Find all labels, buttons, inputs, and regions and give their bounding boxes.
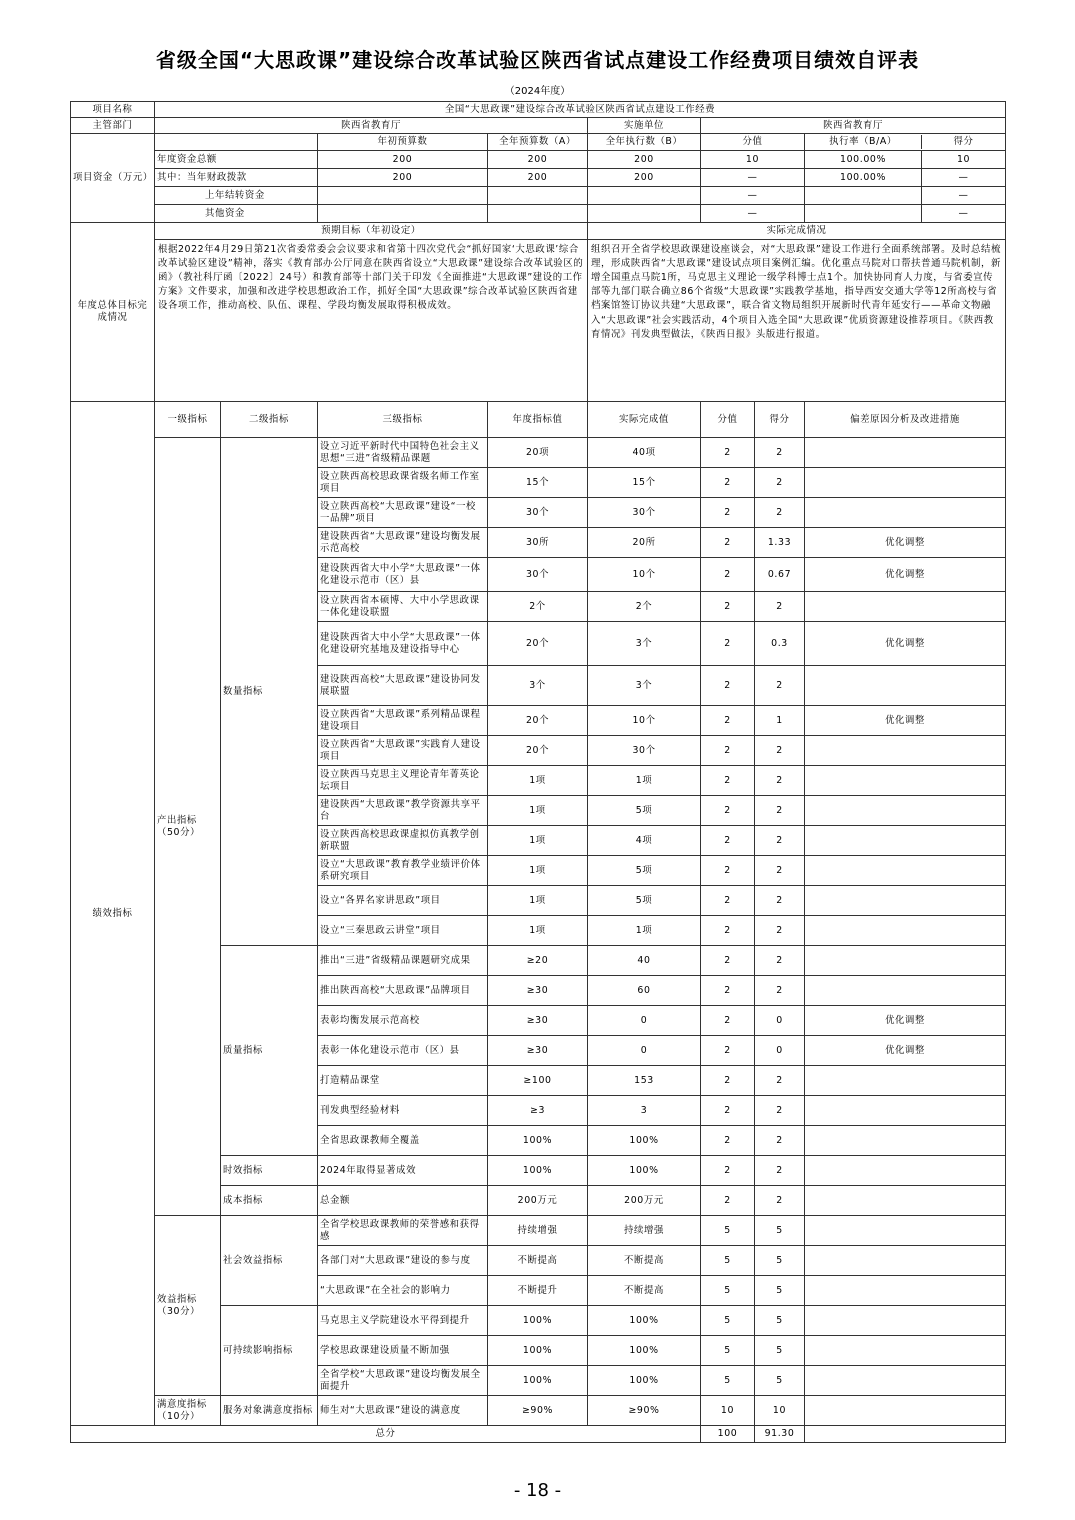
perf-note <box>805 1366 1006 1396</box>
perf-got: 2 <box>755 826 805 856</box>
perf-note: 优化调整 <box>805 706 1006 736</box>
funds-label: 项目资金（万元） <box>71 134 155 223</box>
perf-got: 2 <box>755 666 805 706</box>
perf-score: 2 <box>701 468 755 498</box>
funds-value: 10 <box>701 151 805 169</box>
funds-value <box>488 187 588 205</box>
funds-value: 200 <box>588 169 701 187</box>
funds-value <box>488 205 588 223</box>
perf-score: 2 <box>701 886 755 916</box>
perf-actual: 100% <box>588 1336 701 1366</box>
funds-value: 200 <box>488 151 588 169</box>
funds-value: 200 <box>318 169 488 187</box>
perf-level3: 设立陕西高校“大思政课”建设“一校一品牌”项目 <box>318 498 488 528</box>
funds-value <box>805 187 922 204</box>
perf-got: 0.67 <box>755 558 805 592</box>
perf-level3: 设立陕西省“大思政课”系列精品课程建设项目 <box>318 706 488 736</box>
table-row <box>71 151 1006 169</box>
perf-note <box>805 1096 1006 1126</box>
perf-note: 优化调整 <box>805 622 1006 666</box>
table-row <box>71 240 1006 402</box>
perf-score: 5 <box>701 1276 755 1306</box>
perf-actual: 不断提高 <box>588 1246 701 1276</box>
perf-note <box>805 438 1006 468</box>
perf-score: 2 <box>701 916 755 946</box>
perf-level3: 设立“三秦思政云讲堂”项目 <box>318 916 488 946</box>
perf-note: 优化调整 <box>805 1006 1006 1036</box>
funds-value: — <box>701 169 805 187</box>
perf-level3: 学校思政课建设质量不断加强 <box>318 1336 488 1366</box>
perf-actual: 100% <box>588 1126 701 1156</box>
perf-target: 20个 <box>488 622 588 666</box>
perf-level3: 建设陕西省大中小学“大思政课”一体化建设研究基地及建设指导中心 <box>318 622 488 666</box>
perf-got: 2 <box>755 916 805 946</box>
perf-note <box>805 736 1006 766</box>
perf-note <box>805 1126 1006 1156</box>
perf-score: 2 <box>701 946 755 976</box>
perf-target: 30个 <box>488 498 588 528</box>
funds-value: 200 <box>588 151 701 169</box>
perf-note <box>805 1336 1006 1366</box>
funds-header-blank <box>155 134 318 151</box>
perf-got: 0 <box>755 1006 805 1036</box>
perf-note <box>805 766 1006 796</box>
perf-actual: 40项 <box>588 438 701 468</box>
perf-target: 1项 <box>488 826 588 856</box>
perf-note <box>805 666 1006 706</box>
table-row <box>71 1396 1006 1426</box>
perf-target: 30所 <box>488 528 588 558</box>
perf-got: 1.33 <box>755 528 805 558</box>
document-year: （2024年度） <box>504 86 571 97</box>
perf-level2: 可持续影响指标 <box>221 1306 318 1396</box>
perf-got: 1 <box>755 706 805 736</box>
perf-target: 1项 <box>488 886 588 916</box>
perf-level3: 师生对“大思政课”建设的满意度 <box>318 1396 488 1426</box>
perf-actual: 5项 <box>588 796 701 826</box>
perf-level3: 全省学校思政课教师的荣誉感和获得感 <box>318 1216 488 1246</box>
perf-got: 5 <box>755 1276 805 1306</box>
perf-header: 得分 <box>755 402 805 438</box>
perf-actual: 不断提高 <box>588 1276 701 1306</box>
perf-target: ≥90% <box>488 1396 588 1426</box>
document-title: 省级全国“大思政课”建设综合改革试验区陕西省试点建设工作经费项目绩效自评表 <box>155 48 920 72</box>
evaluation-table <box>70 101 1006 1443</box>
perf-got: 2 <box>755 1126 805 1156</box>
perf-note <box>805 976 1006 1006</box>
perf-target: 100% <box>488 1336 588 1366</box>
funds-value: 10 <box>956 153 971 165</box>
perf-target: 15个 <box>488 468 588 498</box>
funds-value: — <box>701 187 805 205</box>
perf-got: 5 <box>755 1246 805 1276</box>
perf-target: 100% <box>488 1306 588 1336</box>
perf-got: 2 <box>755 498 805 528</box>
funds-value: 100.00% <box>805 151 922 168</box>
perf-header: 偏差原因分析及改进措施 <box>805 402 1006 438</box>
perf-actual: 100% <box>588 1306 701 1336</box>
perf-actual: 153 <box>588 1066 701 1096</box>
perf-note: 优化调整 <box>805 528 1006 558</box>
perf-level3: 建设陕西省大中小学“大思政课”一体化建设示范市（区）县 <box>318 558 488 592</box>
perf-target: ≥30 <box>488 1036 588 1066</box>
perf-target: 20个 <box>488 736 588 766</box>
perf-score: 2 <box>701 666 755 706</box>
funds-value: — <box>958 189 969 201</box>
perf-actual: 100% <box>588 1156 701 1186</box>
table-row <box>71 205 1006 223</box>
perf-level3: 设立“各界名家讲思政”项目 <box>318 886 488 916</box>
perf-score: 2 <box>701 1156 755 1186</box>
perf-actual: 15个 <box>588 468 701 498</box>
perf-level3: 设立“大思政课”教育教学业绩评价体系研究项目 <box>318 856 488 886</box>
perf-actual: 3个 <box>588 666 701 706</box>
perf-got: 2 <box>755 468 805 498</box>
perf-level3: 设立陕西省本硕博、大中小学思政课一体化建设联盟 <box>318 592 488 622</box>
funds-item-name: 其中：当年财政拨款 <box>155 169 318 187</box>
perf-actual: 10个 <box>588 706 701 736</box>
perf-actual: 5项 <box>588 886 701 916</box>
perf-level1: 产出指标（50分） <box>155 438 221 1216</box>
perf-score: 5 <box>701 1366 755 1396</box>
total-score: 100 <box>701 1426 755 1443</box>
perf-level3: 设立陕西高校思政课省级名师工作室项目 <box>318 468 488 498</box>
goals-actual-header: 实际完成情况 <box>588 223 1006 240</box>
perf-level2: 质量指标 <box>221 946 318 1156</box>
perf-got: 5 <box>755 1216 805 1246</box>
table-row <box>71 1426 1006 1443</box>
perf-level3: 打造精品课堂 <box>318 1066 488 1096</box>
funds-header: 年初预算数 <box>318 134 488 151</box>
funds-item-name: 其他资金 <box>155 205 318 223</box>
impl-label: 实施单位 <box>588 118 701 134</box>
goals-expected-text: 根据2022年4月29日第21次省委常委会会议要求和省第十四次党代会“抓好国家‘大思政课’综合改革试验区建设”精神，落实《教育部办公厅同意在陕西省设立“大思政课”建设综合改革试验区的函》（教社科厅函〔2022〕24号）和教育部等十部门关于印发《全面推进“大思政课”建设的工作方案》文件要求，加强和改进学校思想政治工作，抓好全国“大思政课”综合改革试验区陕西省建设各项工作，推动高校、队伍、课程、学段均衡发展取得积极成效。 <box>155 240 588 402</box>
perf-level3: 2024年取得显著成效 <box>318 1156 488 1186</box>
perf-note: 优化调整 <box>805 558 1006 592</box>
page-number: - 18 - <box>513 1480 562 1501</box>
perf-target: 1项 <box>488 766 588 796</box>
perf-score: 2 <box>701 1186 755 1216</box>
perf-level1: 满意度指标（10分） <box>155 1396 221 1426</box>
perf-header: 年度指标值 <box>488 402 588 438</box>
perf-got: 2 <box>755 438 805 468</box>
funds-value: — <box>958 171 969 183</box>
table-row <box>71 169 1006 187</box>
perf-actual: 1项 <box>588 766 701 796</box>
perf-note <box>805 1156 1006 1186</box>
perf-note <box>805 592 1006 622</box>
perf-got: 2 <box>755 592 805 622</box>
perf-level3: 建设陕西“大思政课”教学资源共享平台 <box>318 796 488 826</box>
perf-level3: “大思政课”在全社会的影响力 <box>318 1276 488 1306</box>
perf-target: 20个 <box>488 706 588 736</box>
perf-actual: 1项 <box>588 916 701 946</box>
perf-note <box>805 1066 1006 1096</box>
perf-got: 2 <box>755 736 805 766</box>
perf-target: 持续增强 <box>488 1216 588 1246</box>
perf-actual: 2个 <box>588 592 701 622</box>
perf-note <box>805 946 1006 976</box>
perf-got: 2 <box>755 886 805 916</box>
perf-score: 5 <box>701 1216 755 1246</box>
perf-level3: 推出陕西高校“大思政课”品牌项目 <box>318 976 488 1006</box>
perf-got: 2 <box>755 856 805 886</box>
perf-header: 三级指标 <box>318 402 488 438</box>
perf-score: 2 <box>701 528 755 558</box>
funds-value <box>588 187 701 205</box>
funds-item-name: 上年结转资金 <box>155 187 318 205</box>
funds-value: 200 <box>318 151 488 169</box>
perf-level3: 马克思主义学院建设水平得到提升 <box>318 1306 488 1336</box>
perf-score: 2 <box>701 856 755 886</box>
funds-header: 全年预算数（A） <box>488 134 588 151</box>
perf-header: 分值 <box>701 402 755 438</box>
perf-level3: 设立陕西马克思主义理论青年菁英论坛项目 <box>318 766 488 796</box>
funds-header: 全年执行数（B） <box>588 134 701 151</box>
perf-got: 2 <box>755 1066 805 1096</box>
perf-score: 2 <box>701 826 755 856</box>
perf-got: 0 <box>755 1036 805 1066</box>
funds-value <box>805 151 1006 169</box>
perf-level3: 推出“三进”省级精品课题研究成果 <box>318 946 488 976</box>
perf-score: 2 <box>701 498 755 528</box>
goals-actual-text: 组织召开全省学校思政课建设座谈会，对“大思政课”建设工作进行全面系统部署。及时总结梳理，形成陕西省“大思政课”建设试点项目案例汇编。优化重点马院对口帮扶普通马院机制，新增全国重点马院1所，马克思主义理论一级学科博士点1个。加快协同育人力度，与省委宣传部等九部门联合确立86个省级“大思政课”实践教学基地，指导西安交通大学等12所高校与省档案馆签订协议共建“大思政课”，联合省文物局组织开展新时代青年延安行——革命文物融入“大思政课”社会实践活动，4个项目入选全国“大思政课”优质资源建设推荐项目。《陕西教育情况》刊发典型做法，《陕西日报》头版进行报道。 <box>588 240 1006 402</box>
perf-got: 2 <box>755 1096 805 1126</box>
perf-target: ≥3 <box>488 1096 588 1126</box>
perf-header: 实际完成值 <box>588 402 701 438</box>
funds-item-name: 年度资金总额 <box>155 151 318 169</box>
perf-level3: 表彰均衡发展示范高校 <box>318 1006 488 1036</box>
perf-note <box>805 498 1006 528</box>
perf-target: ≥30 <box>488 1006 588 1036</box>
perf-header: 一级指标 <box>155 402 221 438</box>
perf-score: 2 <box>701 622 755 666</box>
perf-note <box>805 1216 1006 1246</box>
total-label: 总分 <box>71 1426 701 1443</box>
perf-actual: 5项 <box>588 856 701 886</box>
funds-header: 得分 <box>953 136 974 148</box>
perf-actual: 30个 <box>588 498 701 528</box>
perf-score: 5 <box>701 1306 755 1336</box>
perf-score: 2 <box>701 1126 755 1156</box>
perf-got: 5 <box>755 1306 805 1336</box>
perf-target: 1项 <box>488 856 588 886</box>
perf-level3: 全省思政课教师全覆盖 <box>318 1126 488 1156</box>
perf-level2: 服务对象满意度指标 <box>221 1396 318 1426</box>
perf-level3: 设立陕西省“大思政课”实践育人建设项目 <box>318 736 488 766</box>
project-name-value: 全国“大思政课”建设综合改革试验区陕西省试点建设工作经费 <box>155 102 1006 118</box>
perf-actual: 4项 <box>588 826 701 856</box>
perf-score: 2 <box>701 1006 755 1036</box>
table-row <box>71 223 1006 240</box>
dept-label: 主管部门 <box>71 118 155 134</box>
perf-target: 3个 <box>488 666 588 706</box>
perf-score: 2 <box>701 796 755 826</box>
funds-value: 200 <box>488 169 588 187</box>
perf-actual: 10个 <box>588 558 701 592</box>
perf-actual: 持续增强 <box>588 1216 701 1246</box>
perf-target: 100% <box>488 1366 588 1396</box>
perf-actual: 200万元 <box>588 1186 701 1216</box>
perf-level3: 表彰一体化建设示范市（区）县 <box>318 1036 488 1066</box>
perf-level3: 总金额 <box>318 1186 488 1216</box>
table-row <box>71 438 1006 468</box>
perf-actual: ≥90% <box>588 1396 701 1426</box>
funds-value <box>318 187 488 205</box>
funds-value <box>805 187 1006 205</box>
perf-score: 5 <box>701 1336 755 1366</box>
perf-actual: 3 <box>588 1096 701 1126</box>
funds-value <box>588 205 701 223</box>
perf-target: 2个 <box>488 592 588 622</box>
perf-level2: 社会效益指标 <box>221 1216 318 1306</box>
perf-actual: 0 <box>588 1006 701 1036</box>
perf-actual: 0 <box>588 1036 701 1066</box>
perf-score: 10 <box>701 1396 755 1426</box>
project-name-label: 项目名称 <box>71 102 155 118</box>
goals-expected-header: 预期目标（年初设定） <box>155 223 588 240</box>
dept-value: 陕西省教育厅 <box>155 118 588 134</box>
perf-got: 5 <box>755 1336 805 1366</box>
funds-value <box>805 169 1006 187</box>
perf-actual: 20所 <box>588 528 701 558</box>
perf-score: 2 <box>701 976 755 1006</box>
perf-note <box>805 1246 1006 1276</box>
perf-score: 2 <box>701 438 755 468</box>
perf-got: 2 <box>755 946 805 976</box>
perf-actual: 60 <box>588 976 701 1006</box>
perf-actual: 30个 <box>588 736 701 766</box>
perf-target: 100% <box>488 1156 588 1186</box>
perf-target: ≥20 <box>488 946 588 976</box>
perf-got: 2 <box>755 1186 805 1216</box>
perf-level2: 数量指标 <box>221 438 318 946</box>
goals-label: 年度总体目标完成情况 <box>71 223 155 402</box>
perf-level3: 建设陕西高校“大思政课”建设协同发展联盟 <box>318 666 488 706</box>
perf-actual: 3个 <box>588 622 701 666</box>
total-got: 91.30 <box>755 1426 805 1443</box>
perf-note <box>805 1306 1006 1336</box>
perf-level2: 成本指标 <box>221 1186 318 1216</box>
perf-target: 100% <box>488 1126 588 1156</box>
perf-note <box>805 1276 1006 1306</box>
perf-got: 5 <box>755 1366 805 1396</box>
funds-header: 分值 <box>701 134 805 151</box>
perf-actual: 100% <box>588 1366 701 1396</box>
perf-note <box>805 1396 1006 1426</box>
perf-level3: 建设陕西省“大思政课”建设均衡发展示范高校 <box>318 528 488 558</box>
perf-score: 2 <box>701 558 755 592</box>
funds-header: 执行率（B/A） <box>805 135 922 149</box>
perf-score: 2 <box>701 1066 755 1096</box>
funds-value <box>805 205 1006 223</box>
funds-header <box>805 134 1006 151</box>
funds-value: 100.00% <box>805 169 922 186</box>
funds-value <box>318 205 488 223</box>
total-note <box>805 1426 1006 1443</box>
perf-target: 30个 <box>488 558 588 592</box>
perf-target: 1项 <box>488 916 588 946</box>
perf-level3: 设立习近平新时代中国特色社会主义思想“三进”省级精品课题 <box>318 438 488 468</box>
perf-note <box>805 856 1006 886</box>
perf-got: 2 <box>755 796 805 826</box>
perf-level3: 各部门对“大思政课”建设的参与度 <box>318 1246 488 1276</box>
perf-got: 2 <box>755 1156 805 1186</box>
table-row <box>71 1216 1006 1246</box>
perf-note <box>805 916 1006 946</box>
perf-note <box>805 886 1006 916</box>
perf-score: 2 <box>701 766 755 796</box>
perf-actual: 40 <box>588 946 701 976</box>
perf-score: 2 <box>701 592 755 622</box>
perf-target: ≥100 <box>488 1066 588 1096</box>
perf-note: 优化调整 <box>805 1036 1006 1066</box>
perf-score: 2 <box>701 1036 755 1066</box>
perf-note <box>805 826 1006 856</box>
funds-value: — <box>958 207 969 219</box>
perf-note <box>805 468 1006 498</box>
perf-level3: 设立陕西高校思政课虚拟仿真教学创新联盟 <box>318 826 488 856</box>
table-row <box>71 187 1006 205</box>
perf-note <box>805 796 1006 826</box>
perf-target: 20项 <box>488 438 588 468</box>
funds-value: — <box>701 205 805 223</box>
funds-value <box>805 205 922 222</box>
perf-level2: 时效指标 <box>221 1156 318 1186</box>
perf-score: 5 <box>701 1246 755 1276</box>
perf-level3: 全省学校“大思政课”建设均衡发展全面提升 <box>318 1366 488 1396</box>
perf-target: 不断提高 <box>488 1246 588 1276</box>
perf-level1: 效益指标（30分） <box>155 1216 221 1396</box>
perf-got: 2 <box>755 976 805 1006</box>
perf-target: 不断提升 <box>488 1276 588 1306</box>
perf-note <box>805 1186 1006 1216</box>
perf-target: ≥30 <box>488 976 588 1006</box>
perf-header: 二级指标 <box>221 402 318 438</box>
perf-got: 2 <box>755 766 805 796</box>
perf-score: 2 <box>701 706 755 736</box>
perf-level3: 刊发典型经验材料 <box>318 1096 488 1126</box>
perf-target: 200万元 <box>488 1186 588 1216</box>
perf-target: 1项 <box>488 796 588 826</box>
perf-got: 10 <box>755 1396 805 1426</box>
perf-score: 2 <box>701 736 755 766</box>
table-row <box>71 402 1006 438</box>
perf-label: 绩效指标 <box>71 402 155 1426</box>
perf-got: 0.3 <box>755 622 805 666</box>
impl-value: 陕西省教育厅 <box>701 118 1006 134</box>
perf-score: 2 <box>701 1096 755 1126</box>
